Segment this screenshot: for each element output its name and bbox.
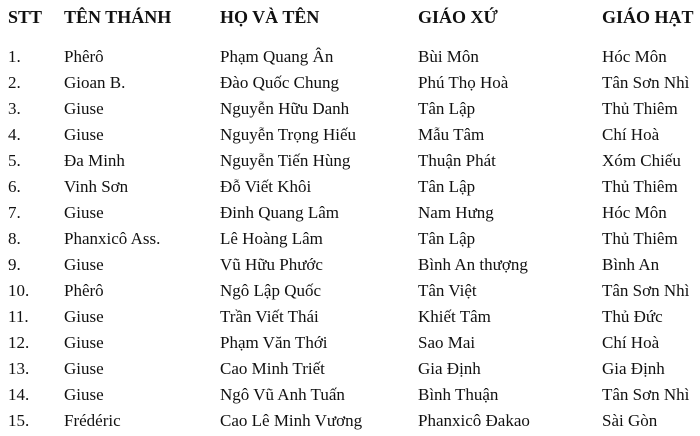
row-number: 3. bbox=[8, 99, 21, 118]
table-row bbox=[0, 174, 700, 200]
row-number: 9. bbox=[8, 255, 21, 274]
row-number: 15. bbox=[8, 411, 30, 430]
row-deanery: Tân Sơn Nhì bbox=[602, 281, 690, 300]
row-deanery: Hóc Môn bbox=[602, 203, 667, 222]
row-name: Ngô Lập Quốc bbox=[220, 281, 322, 300]
row-number: 8. bbox=[8, 229, 21, 248]
row-number: 13. bbox=[8, 359, 30, 378]
row-number: 6. bbox=[8, 177, 21, 196]
row-saint: Vinh Sơn bbox=[64, 177, 129, 196]
row-number: 11. bbox=[8, 307, 29, 326]
row-deanery: Hóc Môn bbox=[602, 47, 667, 66]
row-name: Nguyễn Tiến Hùng bbox=[220, 151, 351, 170]
table-row bbox=[0, 304, 700, 330]
row-parish: Tân Lập bbox=[418, 229, 476, 248]
row-parish: Bình Thuận bbox=[418, 385, 499, 404]
row-deanery: Thủ Đức bbox=[602, 307, 663, 326]
row-saint: Giuse bbox=[64, 385, 104, 404]
row-saint: Giuse bbox=[64, 99, 104, 118]
table-row bbox=[0, 356, 700, 382]
row-deanery: Gia Định bbox=[602, 359, 665, 378]
row-name: Nguyễn Hữu Danh bbox=[220, 99, 350, 118]
row-name: Vũ Hữu Phước bbox=[220, 255, 323, 274]
row-deanery: Thủ Thiêm bbox=[602, 177, 678, 196]
row-saint: Giuse bbox=[64, 359, 104, 378]
row-saint: Giuse bbox=[64, 333, 104, 352]
row-deanery: Chí Hoà bbox=[602, 333, 660, 352]
table-row bbox=[0, 330, 700, 356]
table-row bbox=[0, 44, 700, 70]
row-saint: Gioan B. bbox=[64, 73, 126, 92]
header-stt: STT bbox=[8, 7, 43, 27]
row-saint: Phêrô bbox=[64, 47, 104, 66]
table-row bbox=[0, 252, 700, 278]
row-parish: Nam Hưng bbox=[418, 203, 494, 222]
row-number: 2. bbox=[8, 73, 21, 92]
table-row bbox=[0, 96, 700, 122]
header-saint-name: TÊN THÁNH bbox=[64, 7, 172, 27]
row-number: 12. bbox=[8, 333, 30, 352]
row-parish: Thuận Phát bbox=[418, 151, 496, 170]
row-name: Đào Quốc Chung bbox=[220, 73, 339, 92]
row-number: 10. bbox=[8, 281, 30, 300]
table-header bbox=[0, 4, 700, 30]
row-number: 4. bbox=[8, 125, 21, 144]
table-row bbox=[0, 200, 700, 226]
row-parish: Gia Định bbox=[418, 359, 481, 378]
table-row bbox=[0, 408, 700, 434]
table-row bbox=[0, 148, 700, 174]
row-parish: Tân Lập bbox=[418, 99, 476, 118]
row-saint: Giuse bbox=[64, 203, 104, 222]
row-parish: Tân Việt bbox=[418, 281, 477, 300]
row-saint: Phanxicô Ass. bbox=[64, 229, 161, 248]
row-number: 14. bbox=[8, 385, 30, 404]
row-saint: Đa Minh bbox=[64, 151, 125, 170]
row-name: Phạm Quang Ân bbox=[220, 47, 334, 66]
row-name: Phạm Văn Thới bbox=[220, 333, 328, 352]
table-row bbox=[0, 70, 700, 96]
row-parish: Bùi Môn bbox=[418, 47, 479, 66]
row-number: 7. bbox=[8, 203, 21, 222]
row-deanery: Tân Sơn Nhì bbox=[602, 385, 690, 404]
row-deanery: Sài Gòn bbox=[602, 411, 658, 430]
row-parish: Sao Mai bbox=[418, 333, 476, 352]
row-saint: Phêrô bbox=[64, 281, 104, 300]
row-deanery: Xóm Chiếu bbox=[602, 151, 681, 170]
row-parish: Phanxicô Đakao bbox=[418, 411, 530, 430]
row-parish: Tân Lập bbox=[418, 177, 476, 196]
row-name: Cao Lê Minh Vương bbox=[220, 411, 363, 430]
row-saint: Frédéric bbox=[64, 411, 121, 430]
row-parish: Bình An thượng bbox=[418, 255, 528, 274]
row-parish: Mẫu Tâm bbox=[418, 125, 485, 144]
table-row bbox=[0, 226, 700, 252]
row-name: Nguyễn Trọng Hiếu bbox=[220, 125, 357, 144]
header-full-name: HỌ VÀ TÊN bbox=[220, 7, 320, 27]
table-row bbox=[0, 278, 700, 304]
header-deanery: GIÁO HẠT bbox=[602, 7, 694, 27]
row-deanery: Thủ Thiêm bbox=[602, 229, 678, 248]
row-saint: Giuse bbox=[64, 125, 104, 144]
table-row bbox=[0, 382, 700, 408]
row-number: 5. bbox=[8, 151, 21, 170]
row-name: Đỗ Viết Khôi bbox=[220, 177, 312, 196]
row-name: Trần Viết Thái bbox=[220, 307, 319, 326]
table-row bbox=[0, 122, 700, 148]
row-deanery: Chí Hoà bbox=[602, 125, 660, 144]
row-name: Lê Hoàng Lâm bbox=[220, 229, 323, 248]
row-name: Cao Minh Triết bbox=[220, 359, 325, 378]
row-saint: Giuse bbox=[64, 307, 104, 326]
row-deanery: Thủ Thiêm bbox=[602, 99, 678, 118]
row-deanery: Bình An bbox=[602, 255, 660, 274]
row-name: Ngô Vũ Anh Tuấn bbox=[220, 385, 345, 404]
row-deanery: Tân Sơn Nhì bbox=[602, 73, 690, 92]
row-saint: Giuse bbox=[64, 255, 104, 274]
header-parish: GIÁO XỨ bbox=[418, 7, 498, 27]
row-parish: Khiết Tâm bbox=[418, 307, 491, 326]
row-number: 1. bbox=[8, 47, 21, 66]
row-name: Đinh Quang Lâm bbox=[220, 203, 339, 222]
row-parish: Phú Thọ Hoà bbox=[418, 73, 509, 92]
